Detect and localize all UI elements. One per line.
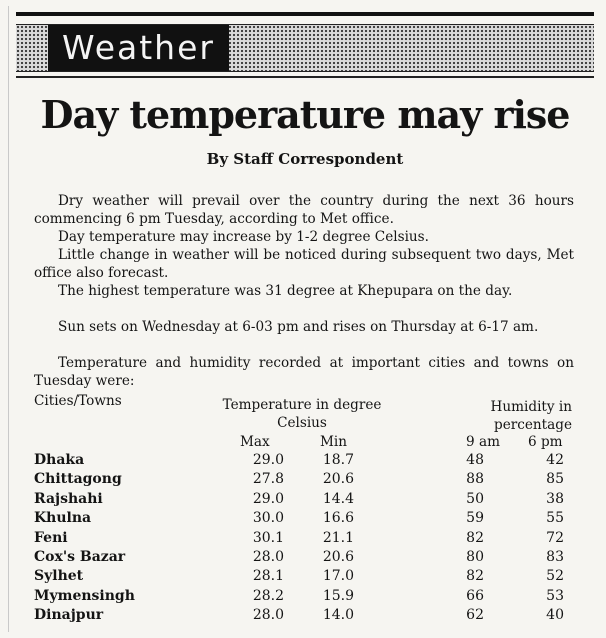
header-max: Max — [240, 434, 270, 450]
paragraph-sunset-sunrise: Sun sets on Wednesday at 6-03 pm and rises on Thursday at 6-17 am. — [58, 318, 539, 335]
min-temperature: 14.0 — [322, 607, 354, 624]
humidity-6pm: 53 — [546, 587, 564, 604]
paragraph-day-temperature: Day temperature may increase by 1-2 degree Celsius. — [58, 228, 429, 245]
min-temperature: 20.6 — [322, 471, 354, 488]
table-row — [34, 529, 574, 548]
max-temperature: 27.8 — [252, 471, 284, 488]
city-name: Feni — [34, 529, 68, 546]
humidity-9am: 88 — [466, 471, 484, 488]
humidity-6pm: 72 — [546, 529, 564, 546]
max-temperature: 30.1 — [252, 529, 284, 546]
humidity-9am: 48 — [466, 452, 484, 468]
humidity-6pm: 42 — [546, 452, 564, 468]
humidity-9am: 59 — [466, 510, 484, 527]
humidity-6pm: 85 — [546, 471, 564, 488]
table-row — [34, 548, 574, 567]
max-temperature: 29.0 — [252, 490, 284, 507]
city-name: Mymensingh — [34, 587, 135, 604]
humidity-9am: 82 — [466, 568, 484, 585]
max-temperature: 30.0 — [252, 510, 284, 527]
max-temperature: 29.0 — [252, 452, 284, 468]
max-temperature: 28.2 — [252, 587, 284, 604]
banner-rule — [16, 76, 594, 78]
header-temperature: Temperature in degree Celsius — [222, 397, 382, 431]
humidity-6pm: 38 — [546, 490, 564, 507]
humidity-6pm: 52 — [546, 568, 564, 585]
table-row — [34, 490, 574, 509]
header-min: Min — [320, 434, 348, 450]
paragraph-highest-temperature: The highest temperature was 31 degree at Khepupara on the day. — [58, 282, 513, 299]
city-name: Rajshahi — [34, 490, 103, 507]
max-temperature: 28.1 — [252, 568, 284, 585]
min-temperature: 17.0 — [322, 568, 354, 585]
humidity-9am: 62 — [466, 607, 484, 624]
paragraph-table-intro: Temperature and humidity recorded at important cities and towns on Tuesday were: — [34, 354, 574, 389]
humidity-9am: 50 — [466, 490, 484, 507]
section-label: Weather — [48, 25, 229, 71]
paragraph-outlook: Little change in weather will be noticed during subsequent two days, Met office also forecast. — [34, 246, 574, 281]
city-name: Dhaka — [34, 452, 85, 468]
byline: By Staff Correspondent — [206, 150, 404, 168]
city-name: Khulna — [34, 510, 92, 527]
header-cities: Cities/Towns — [34, 393, 122, 409]
weather-table — [34, 451, 574, 626]
humidity-6pm: 40 — [546, 607, 564, 624]
min-temperature: 21.1 — [322, 529, 354, 546]
table-row — [34, 606, 574, 625]
header-6pm: 6 pm — [528, 434, 563, 450]
min-temperature: 15.9 — [322, 587, 354, 604]
table-row — [34, 509, 574, 528]
table-row — [34, 451, 574, 470]
max-temperature: 28.0 — [252, 548, 284, 565]
city-name: Dinajpur — [34, 607, 104, 624]
header-9am: 9 am — [466, 434, 500, 450]
table-row — [34, 567, 574, 586]
min-temperature: 20.6 — [322, 548, 354, 565]
humidity-9am: 80 — [466, 548, 484, 565]
humidity-9am: 82 — [466, 529, 484, 546]
header-humidity: Humidity in percentage — [490, 399, 572, 433]
humidity-6pm: 55 — [546, 510, 564, 527]
city-name: Cox's Bazar — [34, 548, 126, 565]
table-row — [34, 587, 574, 606]
top-rule — [16, 12, 594, 16]
city-name: Sylhet — [34, 568, 84, 585]
paragraph-forecast: Dry weather will prevail over the country during the next 36 hours commencing 6 pm Tuesday, according to Met office. — [34, 192, 574, 227]
city-name: Chittagong — [34, 471, 122, 488]
min-temperature: 16.6 — [322, 510, 354, 527]
humidity-9am: 66 — [466, 587, 484, 604]
max-temperature: 28.0 — [252, 607, 284, 624]
min-temperature: 14.4 — [322, 490, 354, 507]
humidity-6pm: 83 — [546, 548, 564, 565]
headline: Day temperature may rise — [40, 92, 570, 137]
table-row — [34, 470, 574, 489]
section-banner — [16, 24, 594, 72]
min-temperature: 18.7 — [322, 452, 354, 468]
